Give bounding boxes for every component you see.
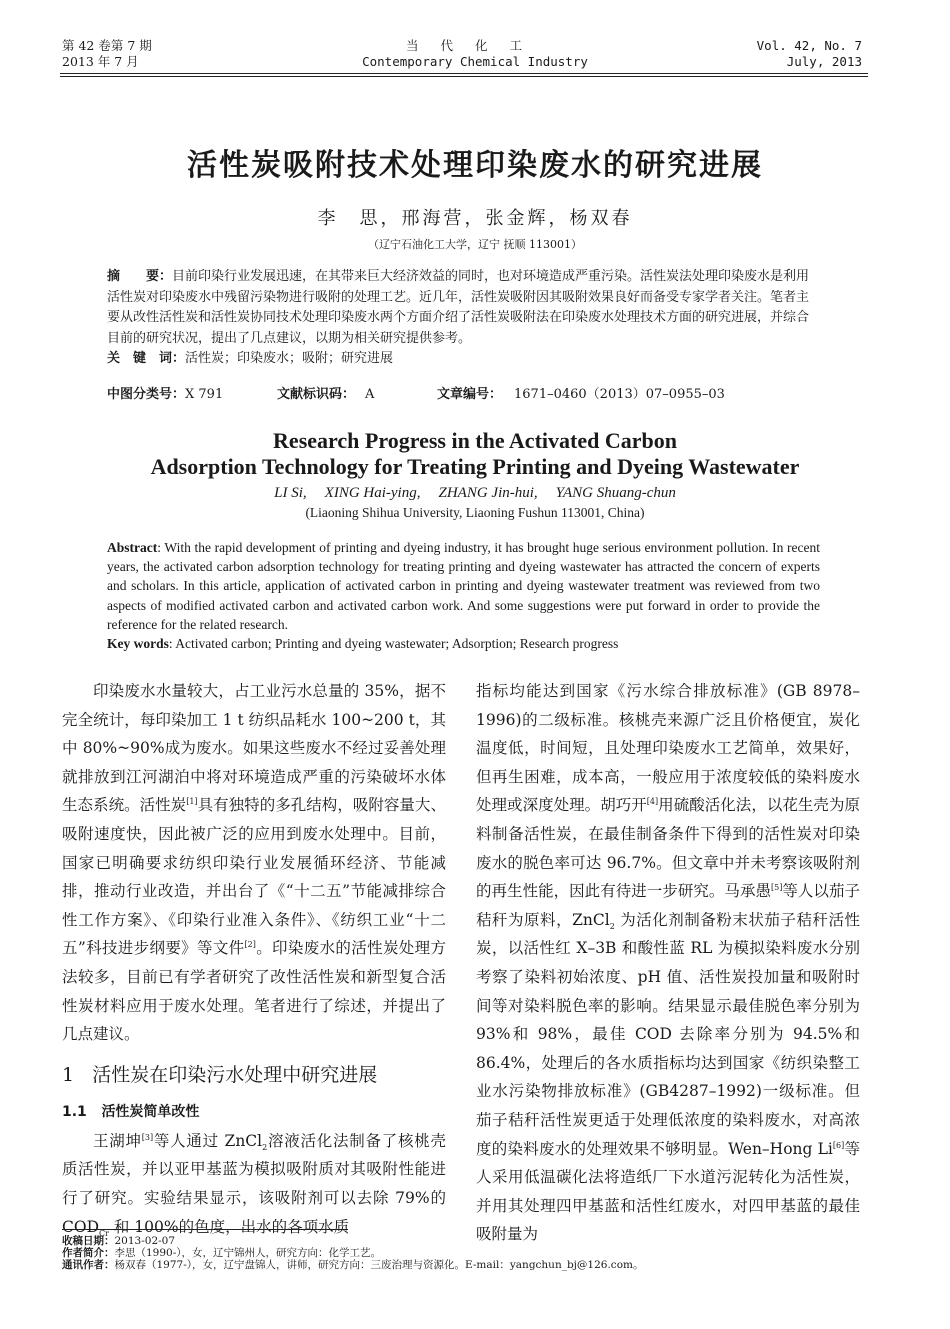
title-en-line2: Adsorption Technology for Treating Printing and Dyeing Wastewater: [150, 454, 800, 479]
journal-issue-en: [757, 38, 862, 70]
intro-paragraph: [62, 677, 446, 1049]
body-text: 和 100%的色度，出水的各项水质: [108, 1217, 350, 1236]
abstract-zh-text: 目前印染行业发展迅速，在其带来巨大经济效益的同时，也对环境造成严重污染。活性炭法处理印染废水是利用活性炭对印染废水中残留污染物进行吸附的处理工艺。近几年，活性炭吸附因其吸附效果良好而备受专家学者关注。笔者主要从改性活性炭和活性炭协同技术处理印染废水两个方面介绍了活性炭吸附法在印染废水处理技术方面的研究进展，并综合目前的研究状况，提出了几点建议，以期为相关研究提供参考。: [107, 269, 810, 346]
keywords-en: [107, 636, 820, 652]
citation-ref[interactable]: [2]: [244, 940, 256, 950]
subsection-title: 活性炭简单改性: [101, 1103, 200, 1120]
doc-code-field: [277, 383, 374, 402]
body-text: 用硫酸活化法，以花生壳为原料制备活性炭，在最佳制备条件下得到的活性炭对印染废水的脱色率可达 96.7%。但文章中并未考察该吸附剂的再生性能，因此有待进一步研究。马承愚: [476, 796, 860, 901]
footnote-label: 通讯作者：: [62, 1259, 115, 1271]
abstract-zh-label: 摘 要：: [107, 269, 173, 284]
article-id-value: 1671–0460（2013）07–0955–03: [514, 387, 725, 402]
author-en: LI Si,: [274, 485, 307, 501]
body-text: 溶液活化法制备了核桃壳质活性炭，并以亚甲基蓝为模拟吸附质对其吸附性能进行了研究。实验结果显示，该吸附剂可以去除 79%的 COD: [62, 1131, 446, 1236]
keywords-en-label: Key words: [107, 636, 169, 651]
subscript: 2: [609, 921, 615, 931]
affiliation-zh: （辽宁石油化工大学，辽宁 抚顺 113001）: [368, 238, 582, 251]
body-text: 王湖坤: [93, 1131, 142, 1150]
authors-zh: 李 思，邢海营，张金辉，杨双春: [317, 208, 633, 229]
section-heading-1: [62, 1055, 446, 1095]
author-en: ZHANG Jin-hui,: [438, 485, 538, 501]
intro-text: 。印染废水的活性炭处理方法较多，目前已有学者研究了改性活性炭和新型复合活性炭材料应用于废水处理。笔者进行了综述，并提出了几点建议。: [62, 939, 446, 1044]
body-column-left: [62, 677, 446, 1241]
body-text: 等人以茄子秸秆为原料，ZnCl: [476, 882, 860, 929]
footnote-text: 杨双春（1977-），女，辽宁盘锦人，讲师，研究方向：三废治理与资源化。E-mail：yangchun_bj@126.com。: [114, 1259, 644, 1271]
citation-ref[interactable]: [6]: [832, 1140, 845, 1150]
keywords-zh-label: 关 键 词：: [107, 351, 186, 366]
footnote-label: 收稿日期：: [62, 1235, 115, 1247]
footnote-text: 2013-02-07: [114, 1235, 176, 1247]
abstract-en-text: : With the rapid development of printing and dyeing industry, it has brought huge serious environment pollution. In recent years, the activated carbon adsorption technology for treating printing and dyeing wastewater has attracted the concern of experts and scholars. In this article, application of activated carbon in printing and dyeing wastewater treatment was reviewed from two aspects of modified activated carbon and activated carbon work. And some suggestions were put forward in order to provide the reference for the related research.: [107, 540, 820, 632]
subscript: Cr: [99, 1228, 109, 1238]
footnote-received: [62, 1235, 882, 1247]
footnote-author: [62, 1247, 882, 1259]
article-id-field: [437, 383, 725, 402]
footnote-corresponding: [62, 1259, 882, 1271]
footnote-text: 李思（1990-），女，辽宁锦州人，研究方向：化学工艺。: [114, 1247, 382, 1259]
section-heading-1-1: [62, 1097, 446, 1127]
authors-en: [0, 485, 950, 502]
issue-volume-zh: 第 42 卷第 7 期: [62, 38, 152, 53]
body-text: 等人采用低温碳化法将造纸厂下水道污泥转化为活性炭，并用其处理四甲基蓝和活性红废水，对四甲基蓝的最佳吸附量为: [476, 1139, 860, 1244]
section-number: 1: [62, 1063, 75, 1086]
affiliation-en: (Liaoning Shihua University, Liaoning Fushun 113001, China): [305, 505, 645, 520]
body-column-right: [476, 677, 860, 1249]
citation-ref[interactable]: [4]: [646, 797, 659, 807]
author-en: XING Hai-ying,: [324, 485, 421, 501]
body-paragraph-continued: [476, 677, 860, 1249]
intro-text: 具有独特的多孔结构，吸附容量大、吸附速度快，因此被广泛的应用到废水处理中。目前，国家已明确要求纺织印染行业发展循环经济、节能减排，推动行业改造，并出台了《“十二五”节能减排综合性工作方案》、《印染行业准入条件》、《纺织工业“十二五”科技进步纲要》等文件: [62, 796, 446, 958]
journal-name-zh: 当代化工: [405, 38, 544, 53]
clc-value: X 791: [185, 387, 224, 402]
article-title-zh: 活性炭吸附技术处理印染废水的研究进展: [187, 148, 763, 183]
title-en-line1: Research Progress in the Activated Carbon: [273, 428, 677, 453]
header-rule: [60, 73, 868, 74]
footnote-label: 作者简介：: [62, 1247, 115, 1259]
body-text: 等人通过 ZnCl: [153, 1131, 263, 1150]
citation-ref[interactable]: [3]: [141, 1132, 154, 1142]
article-id-label: 文章编号：: [437, 387, 503, 402]
article-title-en: [0, 428, 950, 480]
citation-ref[interactable]: [5]: [771, 883, 783, 892]
subsection-number: 1.1: [62, 1103, 87, 1120]
author-en: YANG Shuang-chun: [555, 485, 676, 501]
issue-date-en: July, 2013: [786, 54, 862, 69]
citation-ref[interactable]: [1]: [186, 797, 198, 807]
abstract-zh: [107, 267, 820, 370]
clc-label: 中图分类号：: [107, 387, 186, 402]
abstract-en-label: Abstract: [107, 540, 158, 555]
body-text: 为活化剂制备粉末状茄子秸秆活性炭，以活性红 X–3B 和酸性蓝 RL 为模拟染料废水分别考察了染料初始浓度、pH 值、活性炭投加量和吸附时间等对染料脱色率的影响。结果显示最佳脱色率分别为 93%和 98%，最佳 COD 去除率分别为 94.5%和 86.4%，处理后的各水质指标均达到国家《纺织染整工业水污染物排放标准》(GB4287–1992)一级标准。但茄子秸秆活性炭更适于处理低浓度的染料废水，对高浓度的染料废水的处理效果不够明显。Wen–Hong Li: [476, 910, 860, 1158]
header-rule-double: [60, 76, 868, 77]
clc-field: [107, 383, 223, 402]
subscript: 2: [262, 1142, 268, 1152]
body-text: 指标均能达到国家《污水综合排放标准》(GB 8978–1996)的二级标准。核桃壳来源广泛且价格便宜，炭化温度低，时间短，且处理印染废水工艺简单，效果好，但再生困难，成本高，一般应用于浓度较低的染料废水处理或深度处理。胡巧开: [476, 682, 860, 815]
keywords-zh-text: 活性炭；印染废水；吸附；研究进展: [185, 351, 394, 366]
keywords-en-text: : Activated carbon; Printing and dyeing wastewater; Adsorption; Research progress: [168, 636, 619, 651]
doc-code-value: A: [365, 387, 375, 402]
body-paragraph: [62, 1127, 446, 1241]
journal-name-en: Contemporary Chemical Industry: [362, 54, 588, 69]
issue-volume-en: Vol. 42, No. 7: [756, 38, 862, 53]
issue-date-zh: 2013 年 7 月: [62, 54, 139, 69]
intro-text: 印染废水水量较大，占工业污水总量的 35%，据不完全统计，每印染加工 1 t 纺织品耗水 100~200 t，其中 80%~90%成为废水。如果这些废水不经过妥善处理就排放到江河湖泊中将对环境造成严重的污染破坏水体生态系统。活性炭: [62, 682, 446, 815]
footnote-rule: [62, 1229, 348, 1230]
abstract-en: [107, 538, 820, 634]
doc-code-label: 文献标识码：: [277, 387, 356, 402]
section-title: 活性炭在印染污水处理中研究进展: [92, 1063, 378, 1086]
